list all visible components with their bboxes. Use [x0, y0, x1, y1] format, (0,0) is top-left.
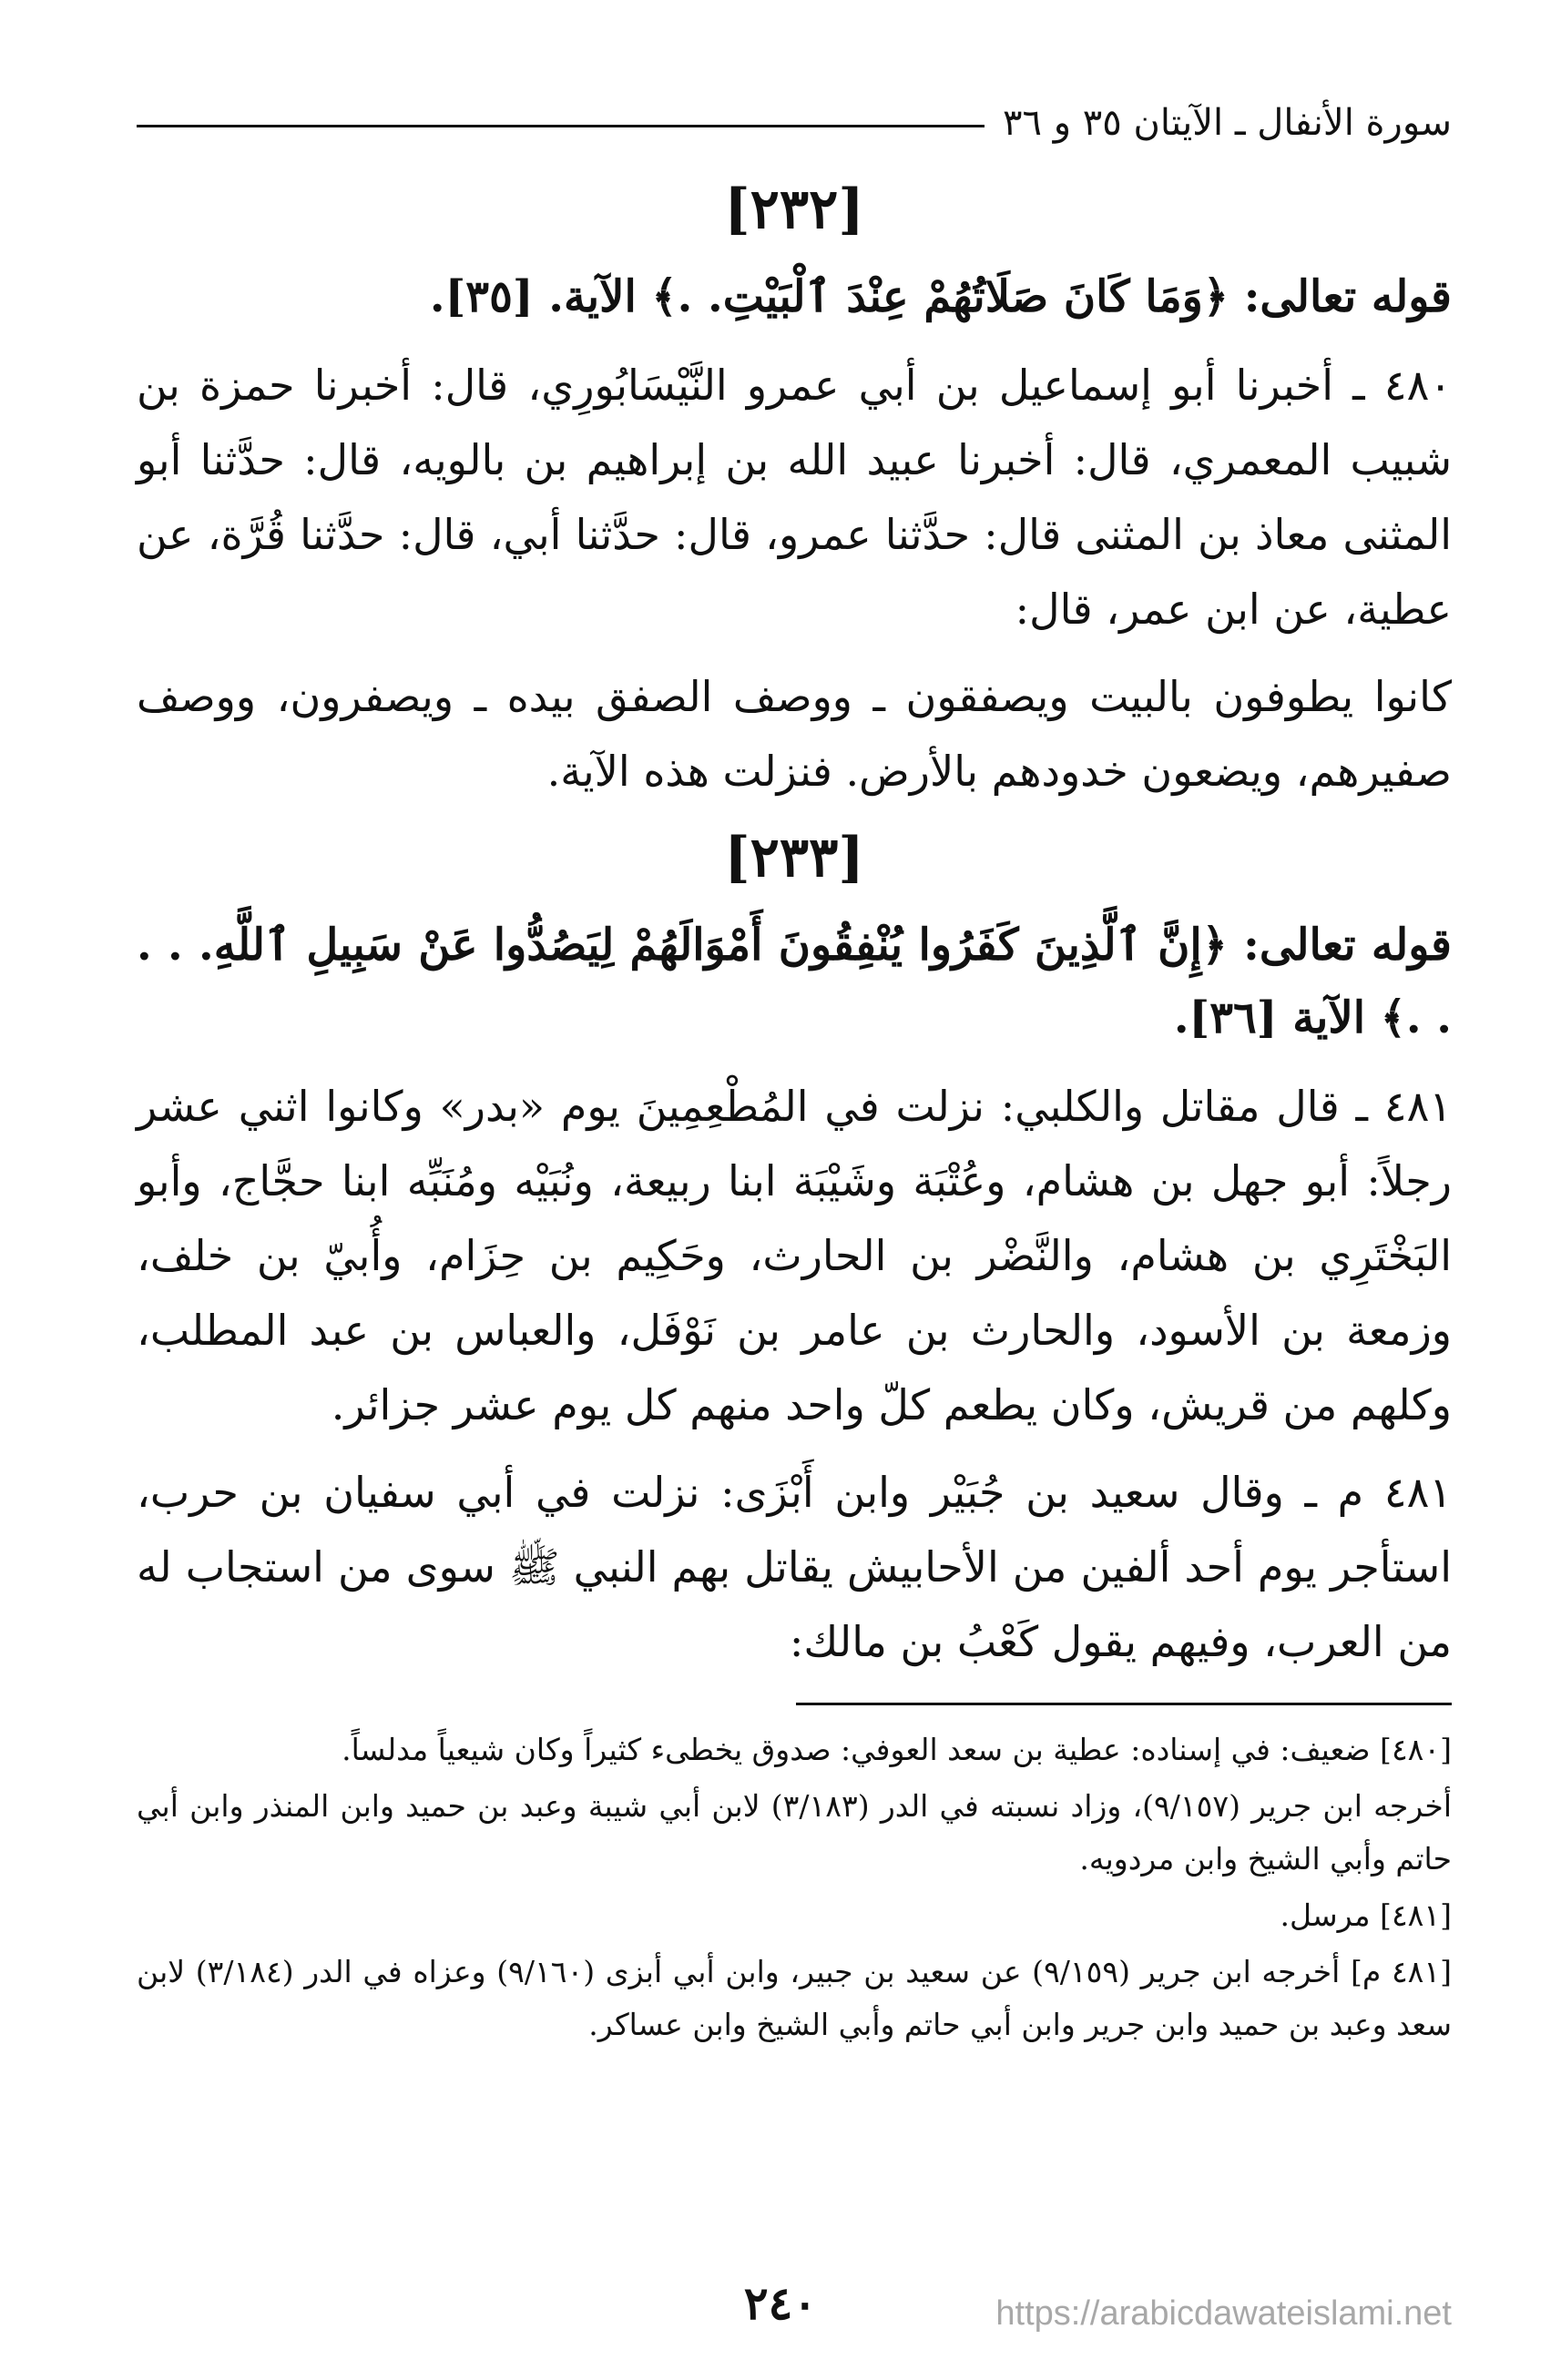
- footnote-481-grade: [٤٨١] مرسل.: [1280, 1897, 1452, 1933]
- verse-heading: قوله تعالى: ﴿وَمَا كَانَ صَلَاتُهُمْ عِنْدَ ٱلْبَيْتِ. .﴾ الآية. [٣٥].: [429, 271, 1452, 322]
- hadith-480: ٤٨٠ ـ أخبرنا أبو إسماعيل بن أبي عمرو النَّيْسَابُورِي، قال: أخبرنا حمزة بن شبيب المعمري، قال: أخبرنا عبيد الله بن إبراهيم بن بالويه، قال: حدَّثنا أبو المثنى معاذ بن المثنى قال: حدَّثنا عمرو، قال: حدَّثنا أبي، قال: حدَّثنا قُرَّة، عن عطية، عن ابن عمر، قال:: [137, 361, 1452, 634]
- footnote-481m-source: [٤٨١ م] أخرجه ابن جرير (٩/١٥٩) عن سعيد بن جبير، وابن أبي أبزى (٩/١٦٠) وعزاه في الدر (٣/١٨٤) لابن سعد وعبد بن حميد وابن جرير وابن أبي حاتم وأبي الشيخ وابن عساكر.: [137, 1954, 1452, 2042]
- running-header: [137, 91, 1452, 155]
- header-rule: [137, 125, 985, 127]
- section-number: [٢٣٢]: [724, 178, 864, 241]
- footnote-480-source: أخرجه ابن جرير (٩/١٥٧)، وزاد نسبته في الدر (٣/١٨٣) لابن أبي شيبة وعبد بن حميد وابن المنذر وابن أبي حاتم وأبي الشيخ وابن مردويه.: [137, 1788, 1452, 1877]
- hadith-481m: ٤٨١ م ـ وقال سعيد بن جُبَيْر وابن أَبْزَى: نزلت في أبي سفيان بن حرب، استأجر يوم أحد ألفين من الأحابيش يقاتل بهم النبي ﷺ سوى من استجاب له من العرب، وفيهم يقول كَعْبُ بن مالك:: [137, 1468, 1452, 1666]
- page-number: ٢٤٠: [743, 2276, 818, 2330]
- verse-heading: قوله تعالى: ﴿إِنَّ ٱلَّذِينَ كَفَرُوا يُنْفِقُونَ أَمْوَالَهُمْ لِيَصُدُّوا عَنْ سَبِيلِ ٱللَّهِ. . . . .﴾ الآية [٣٦].: [137, 920, 1452, 1043]
- section-233: [137, 821, 1452, 1679]
- footnotes: [137, 1724, 1452, 2051]
- footnote-480-grade: [٤٨٠] ضعيف: في إسناده: عطية بن سعد العوفي: صدوق يخطىء كثيراً وكان شيعياً مدلساً.: [342, 1732, 1452, 1767]
- section-number: [٢٣٣]: [724, 826, 864, 890]
- hadith-480-text: كانوا يطوفون بالبيت ويصفقون ـ ووصف الصفق بيده ـ ويصفرون، ووصف صفيرهم، ويضعون خدودهم بالأرض. فنزلت هذه الآية.: [137, 672, 1452, 796]
- footnote-separator: [796, 1703, 1452, 1705]
- running-title: سورة الأنفال ـ الآيتان ٣٥ و ٣٦: [1003, 102, 1452, 144]
- section-232: [137, 173, 1452, 809]
- watermark-url: https://arabicdawateislami.net: [995, 2294, 1452, 2333]
- hadith-481: ٤٨١ ـ قال مقاتل والكلبي: نزلت في المُطْعِمِينَ يوم «بدر» وكانوا اثني عشر رجلاً: أبو جهل بن هشام، وعُتْبَة وشَيْبَة ابنا ربيعة، ونُبَيْه ومُنَبِّه ابنا حجَّاج، وأبو البَخْتَرِي بن هشام، والنَّضْر بن الحارث، وحَكِيم بن حِزَام، وأُبيّ بن خلف، وزمعة بن الأسود، والحارث بن عامر بن نَوْفَل، والعباس بن عبد المطلب، وكلهم من قريش، وكان يطعم كلّ واحد منهم كل يوم عشر جزائر.: [137, 1082, 1452, 1429]
